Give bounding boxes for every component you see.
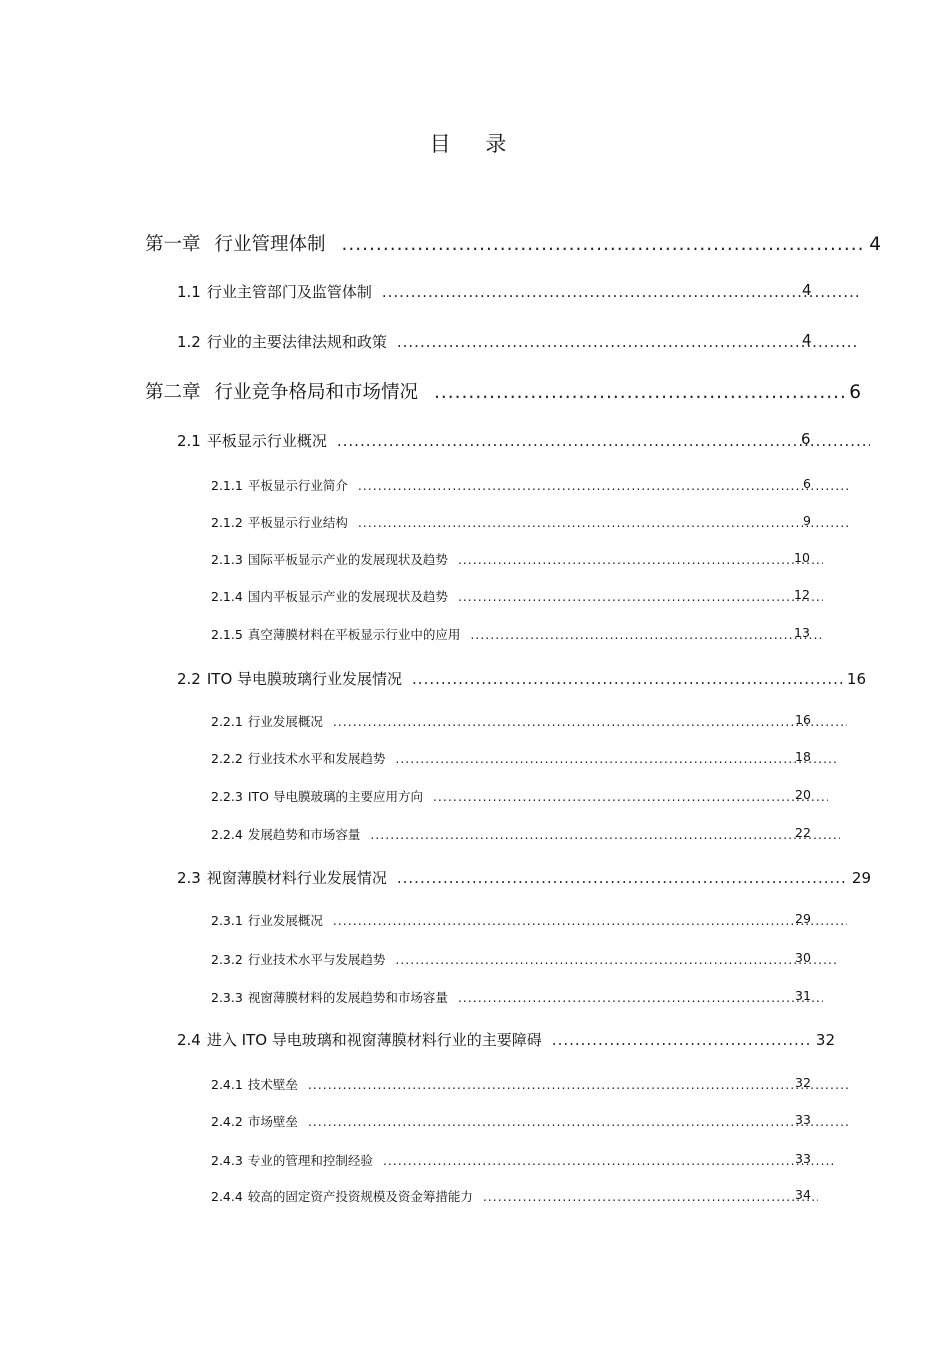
dot-leader	[370, 827, 840, 842]
dot-leader	[434, 382, 845, 403]
toc-entry-number: 1.1	[177, 283, 201, 301]
toc-entry[interactable]	[211, 950, 840, 968]
toc-entry-page-number: 31	[795, 988, 811, 1003]
toc-entry-label: 国际平板显示产业的发展现状及趋势	[247, 552, 448, 567]
toc-entry-label: 较高的固定资产投资规模及资金筹措能力	[247, 1189, 473, 1204]
toc-entry-page-number: 30	[795, 950, 811, 965]
dot-leader	[333, 714, 847, 729]
toc-entry-number: 第二章	[145, 382, 201, 403]
dot-leader	[383, 1153, 836, 1168]
toc-entry[interactable]	[177, 668, 866, 689]
toc-entry-number: 第一章	[145, 234, 201, 255]
toc-entry-page-number: 6	[801, 430, 811, 448]
toc-entry[interactable]	[211, 550, 827, 568]
toc-entry-label: 行业发展概况	[247, 714, 323, 729]
dot-leader	[412, 670, 843, 688]
toc-entry-number: 2.4	[177, 1031, 201, 1049]
toc-entry[interactable]	[211, 1151, 840, 1169]
dot-leader	[552, 1031, 812, 1049]
toc-entry-page-number: 29	[795, 911, 811, 926]
toc-entry-number: 2.4.4	[211, 1189, 243, 1204]
toc-entry-label: 视窗薄膜材料的发展趋势和市场容量	[247, 990, 448, 1005]
toc-entry[interactable]	[145, 378, 861, 404]
dot-leader	[337, 432, 870, 450]
toc-entry[interactable]	[177, 331, 861, 352]
toc-entry-page-number: 4	[802, 281, 812, 299]
toc-entry-label: 视窗薄膜材料行业发展情况	[206, 869, 387, 887]
dot-leader	[395, 751, 836, 766]
dot-leader	[433, 789, 828, 804]
toc-entry-label: ITO 导电膜玻璃的主要应用方向	[247, 789, 423, 804]
toc-entry-label: 技术壁垒	[247, 1077, 298, 1092]
toc-entry-number: 2.3	[177, 869, 201, 887]
toc-entry-label: ITO 导电膜玻璃行业发展情况	[206, 670, 403, 688]
toc-entry-page-number: 6	[849, 382, 861, 403]
dot-leader	[358, 478, 850, 493]
dot-leader	[382, 283, 859, 301]
toc-entry-number: 1.2	[177, 333, 201, 351]
toc-entry-number: 2.2.3	[211, 789, 243, 804]
toc-entry-label: 专业的管理和控制经验	[247, 1153, 373, 1168]
toc-entry-page-number: 22	[795, 825, 811, 840]
toc-entry-label: 行业技术水平和发展趋势	[247, 751, 386, 766]
toc-entry[interactable]	[177, 1029, 835, 1050]
toc-title: 目 录	[429, 132, 521, 156]
toc-entry-number: 2.1.2	[211, 515, 243, 530]
dot-leader	[333, 913, 847, 928]
dot-leader	[308, 1114, 850, 1129]
toc-entry-label: 平板显示行业结构	[247, 515, 348, 530]
toc-entry[interactable]	[211, 1112, 854, 1130]
toc-entry-number: 2.2.1	[211, 714, 243, 729]
toc-entry-label: 行业技术水平与发展趋势	[247, 952, 386, 967]
toc-entry-page-number: 16	[846, 670, 866, 688]
toc-entry-number: 2.4.1	[211, 1077, 243, 1092]
toc-entry-page-number: 33	[795, 1151, 811, 1166]
toc-entry[interactable]	[177, 867, 871, 888]
toc-entry-page-number: 32	[815, 1031, 835, 1049]
toc-entry-page-number: 4	[802, 331, 812, 349]
toc-entry-label: 行业管理体制	[214, 234, 326, 255]
dot-leader	[470, 627, 821, 642]
toc-entry-page-number: 16	[795, 712, 811, 727]
dot-leader	[397, 333, 857, 351]
toc-entry-number: 2.2.4	[211, 827, 243, 842]
toc-entry[interactable]	[211, 513, 854, 531]
toc-entry-page-number: 13	[794, 625, 810, 640]
toc-entry-number: 2.1.1	[211, 478, 243, 493]
toc-entry-page-number: 6	[803, 476, 811, 491]
toc-entry[interactable]	[177, 430, 874, 451]
dot-leader	[308, 1077, 850, 1092]
toc-entry-page-number: 32	[795, 1075, 811, 1090]
dot-leader	[397, 869, 848, 887]
dot-leader	[458, 990, 823, 1005]
toc-entry-number: 2.4.2	[211, 1114, 243, 1129]
dot-leader	[342, 234, 866, 255]
toc-entry[interactable]	[211, 587, 827, 605]
dot-leader	[395, 952, 836, 967]
toc-entry[interactable]	[211, 712, 851, 730]
toc-entry-page-number: 4	[869, 234, 881, 255]
dot-leader	[358, 515, 850, 530]
toc-entry-label: 行业的主要法律法规和政策	[206, 333, 387, 351]
toc-entry[interactable]	[177, 281, 863, 302]
toc-entry-number: 2.2.2	[211, 751, 243, 766]
toc-entry-label: 国内平板显示产业的发展现状及趋势	[247, 589, 448, 604]
toc-entry-number: 2.3.3	[211, 990, 243, 1005]
toc-entry-number: 2.3.1	[211, 913, 243, 928]
toc-entry[interactable]	[211, 476, 854, 494]
dot-leader	[483, 1189, 818, 1204]
toc-entry-page-number: 10	[794, 550, 810, 565]
dot-leader	[458, 552, 823, 567]
toc-entry-label: 行业主管部门及监管体制	[206, 283, 372, 301]
toc-entry-page-number: 20	[795, 787, 811, 802]
toc-entry[interactable]	[211, 988, 827, 1006]
toc-entry-label: 真空薄膜材料在平板显示行业中的应用	[247, 627, 461, 642]
toc-entry[interactable]	[211, 625, 825, 643]
toc-entry-number: 2.3.2	[211, 952, 243, 967]
toc-entry-label: 市场壁垒	[247, 1114, 298, 1129]
toc-entry[interactable]	[145, 230, 881, 256]
toc-entry-label: 发展趋势和市场容量	[247, 827, 361, 842]
toc-entry-number: 2.1.5	[211, 627, 243, 642]
toc-entry-number: 2.1	[177, 432, 201, 450]
toc-entry-label: 进入 ITO 导电玻璃和视窗薄膜材料行业的主要障碍	[206, 1031, 542, 1049]
toc-entry-label: 平板显示行业概况	[206, 432, 327, 450]
toc-entry[interactable]	[211, 825, 844, 843]
toc-entry-label: 行业竞争格局和市场情况	[214, 382, 419, 403]
toc-entry-page-number: 33	[795, 1112, 811, 1127]
dot-leader	[458, 589, 823, 604]
toc-entry-page-number: 34	[795, 1187, 811, 1202]
toc-entry-label: 行业发展概况	[247, 913, 323, 928]
toc-entry-number: 2.2	[177, 670, 201, 688]
toc-entry[interactable]	[211, 911, 851, 929]
toc-entry[interactable]	[211, 1187, 822, 1205]
toc-entry[interactable]	[211, 787, 832, 805]
toc-entry[interactable]	[211, 1075, 854, 1093]
toc-entry-number: 2.1.3	[211, 552, 243, 567]
toc-entry-label: 平板显示行业简介	[247, 478, 348, 493]
toc-entry[interactable]	[211, 749, 840, 767]
toc-entry-page-number: 9	[803, 513, 811, 528]
toc-entry-page-number: 12	[794, 587, 810, 602]
toc-entry-number: 2.1.4	[211, 589, 243, 604]
toc-entry-page-number: 29	[851, 869, 871, 887]
toc-entry-page-number: 18	[795, 749, 811, 764]
toc-entry-number: 2.4.3	[211, 1153, 243, 1168]
